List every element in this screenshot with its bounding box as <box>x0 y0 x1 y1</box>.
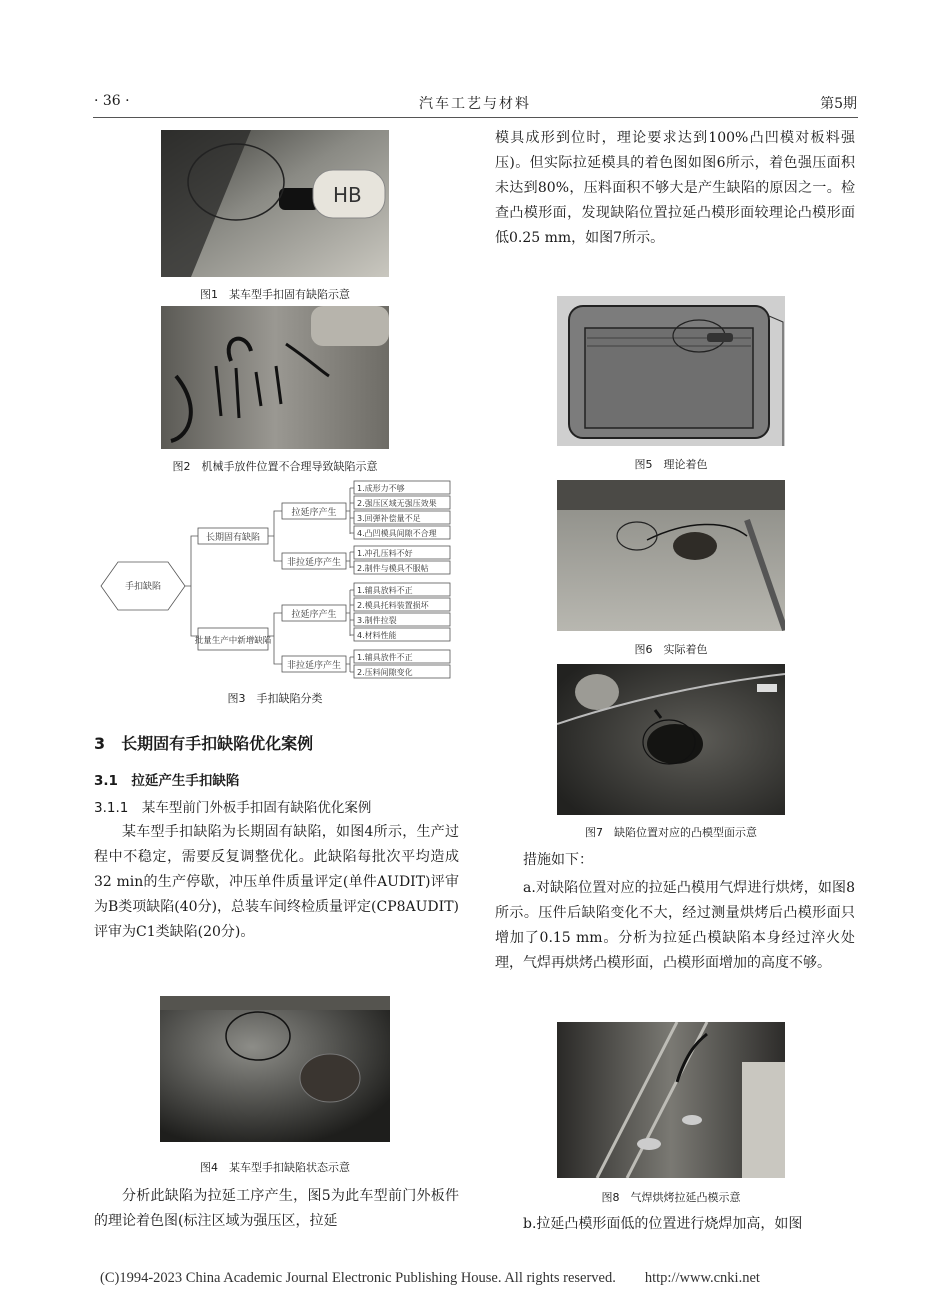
figure-4-photo <box>160 996 390 1142</box>
figure-2-photo <box>161 306 389 449</box>
tree-group-1-1: 拉延序产生 <box>291 508 337 518</box>
tree-root: 手扣缺陷 <box>124 582 162 592</box>
body-paragraph: 某车型手扣缺陷为长期固有缺陷，如图4所示，生产过程中不稳定，需要反复调整优化。此缺陷每批次平均造成32 min的生产停歇，冲压单件质量评定(单件AUDIT)评审为B类项缺陷(40分)，总装车间终检质量评定(CP8AUDIT)评审为C1类缺陷(20分)。 <box>94 824 459 940</box>
tree-group-2-1: 拉延序产生 <box>291 610 337 620</box>
tree-leaf: 1.冲孔压料不好 <box>357 549 413 558</box>
subsubsection-heading: 3.1.1 某车型前门外板手扣固有缺陷优化案例 <box>94 800 372 816</box>
figure-1-caption: 图1 某车型手扣固有缺陷示意 <box>200 288 350 301</box>
tree-leaf: 2.压料间隙变化 <box>357 668 413 677</box>
figure-6-caption: 图6 实际着色 <box>634 643 708 656</box>
tree-leaf: 1.成形力不够 <box>357 484 405 493</box>
tree-group-1-2: 非拉延序产生 <box>286 558 342 568</box>
tree-leaf: 4.材料性能 <box>357 631 397 640</box>
tree-leaf: 3.回弹补偿量不足 <box>357 514 421 523</box>
tree-leaf: 4.凸凹模具间隙不合理 <box>357 529 437 538</box>
body-paragraph: 分析此缺陷为拉延工序产生，图5为此车型前门外板件的理论着色图(标注区域为强压区，拉延 <box>94 1188 459 1229</box>
section-heading: 3 长期固有手扣缺陷优化案例 <box>94 734 314 753</box>
tree-leaf: 3.制件拉裂 <box>357 616 397 625</box>
measure-a: a.对缺陷位置对应的拉延凸模用气焊进行烘烤，如图8所示。压件后缺陷变化不大，经过测量烘烤后凸模形面只增加了0.15 mm。分析为拉延凸模缺陷本身经过淬火处理，气焊再烘烤凸模形面，凸模形面增加的高度不够。 <box>495 880 855 971</box>
tree-leaf: 2.模具托料装置损坏 <box>357 601 429 610</box>
tree-branch-1: 长期固有缺陷 <box>205 533 261 543</box>
tree-leaf: 2.强压区域无强压效果 <box>357 499 437 508</box>
tree-leaf: 1.辅具放件不正 <box>357 653 413 662</box>
tree-leaf: 2.制件与模具不服帖 <box>357 564 429 573</box>
page-number: · 36 · <box>94 93 130 109</box>
figure-5-drawing <box>557 296 785 446</box>
issue-number: 第5期 <box>820 96 857 112</box>
figure-3-caption: 图3 手扣缺陷分类 <box>227 692 323 705</box>
tree-branch-2: 批量生产中新增缺陷 <box>194 636 272 646</box>
figure-1-photo <box>161 130 389 277</box>
subsection-heading: 3.1 拉延产生手扣缺陷 <box>94 773 240 789</box>
figure-2-caption: 图2 机械手放件位置不合理导致缺陷示意 <box>172 460 378 473</box>
measure-b: b.拉延凸模形面低的位置进行烧焊加高，如图 <box>523 1216 803 1232</box>
figure-4-caption: 图4 某车型手扣缺陷状态示意 <box>200 1161 350 1174</box>
figure-5-caption: 图5 理论着色 <box>634 458 708 471</box>
body-paragraph: 模具成形到位时，理论要求达到100%凸凹模对板料强压)。但实际拉延模具的着色图如图6所示，着色强压面积未达到80%，压料面积不够大是产生缺陷的原因之一。检查凸模形面，发现缺陷位置拉延凸模形面较理论凸模形面低0.25 mm，如图7所示。 <box>495 130 855 246</box>
header-rule <box>93 117 858 118</box>
figure-1-badge-text: HB <box>333 183 362 207</box>
figure-7-caption: 图7 缺陷位置对应的凸模型面示意 <box>585 826 757 839</box>
journal-title: 汽车工艺与材料 <box>419 96 531 112</box>
figure-7-photo <box>557 664 785 815</box>
figure-8-caption: 图8 气焊烘烤拉延凸模示意 <box>601 1191 741 1204</box>
tree-leaf: 1.辅具放料不正 <box>357 586 413 595</box>
figure-3-diagram <box>96 478 458 688</box>
measures-intro: 措施如下： <box>523 852 593 868</box>
copyright-footer: (C)1994-2023 China Academic Journal Electronic Publishing House. All rights reserved. http://www.cnki.net <box>100 1270 760 1286</box>
figure-8-photo <box>557 1022 785 1178</box>
figure-6-photo <box>557 480 785 631</box>
tree-group-2-2: 非拉延序产生 <box>286 661 342 671</box>
